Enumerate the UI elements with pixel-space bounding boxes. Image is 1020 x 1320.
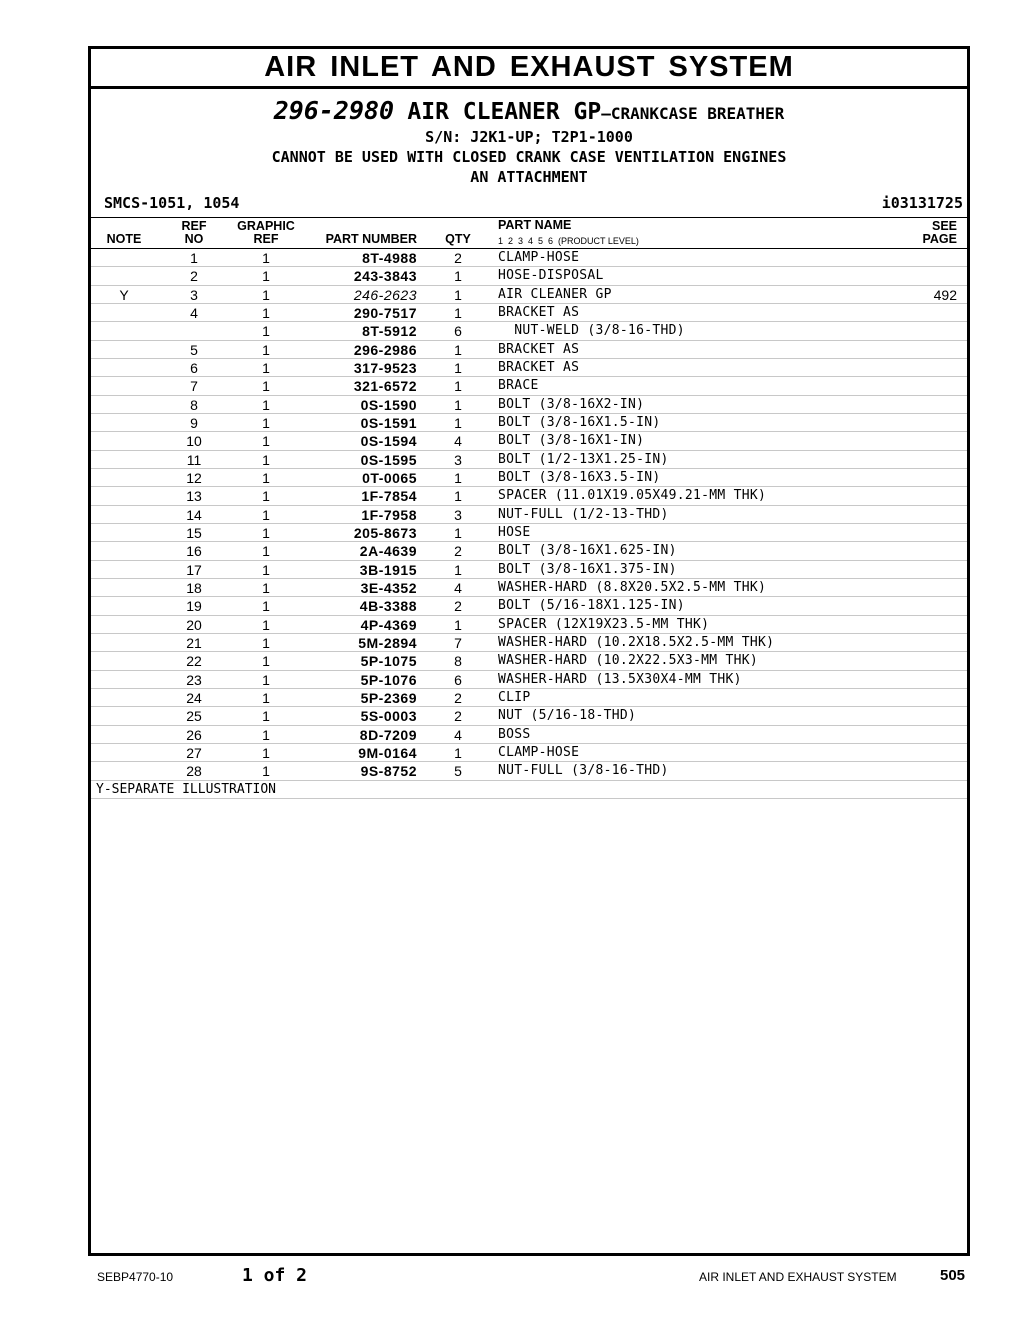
qty-cell: 1 — [454, 341, 462, 358]
part-name-cell: WASHER-HARD (10.2X22.5X3-MM THK) — [498, 653, 759, 669]
qty-cell: 2 — [454, 598, 462, 615]
ref-no-cell: 13 — [186, 488, 202, 505]
group-number: 296-2980 — [273, 96, 395, 125]
part-number-cell: 0S-1590 — [360, 396, 417, 413]
ref-no-cell: 6 — [190, 359, 198, 376]
part-name-cell: HOSE-DISPOSAL — [498, 268, 604, 284]
col-part-name: PART NAME — [498, 218, 572, 232]
graphic-ref-cell: 1 — [262, 451, 270, 468]
table-row — [91, 432, 967, 450]
part-number-cell: 1F-7958 — [361, 506, 417, 523]
col-note: NOTE — [106, 232, 142, 246]
part-name-cell: BOLT (3/8-16X1.5-IN) — [498, 414, 661, 430]
part-name-cell: BRACKET AS — [498, 359, 580, 375]
graphic-ref-cell: 1 — [262, 616, 270, 633]
part-number-cell: 3B-1915 — [359, 561, 417, 578]
part-number-cell: 8T-4988 — [362, 250, 417, 266]
qty-cell: 6 — [454, 671, 462, 688]
table-row — [91, 616, 967, 634]
group-title-line — [91, 98, 967, 127]
part-number-cell: 317-9523 — [353, 359, 417, 376]
page-of: 1 of 2 — [242, 1265, 308, 1286]
qty-cell: 1 — [454, 304, 462, 321]
part-name-cell: AIR CLEANER GP — [498, 286, 612, 302]
ref-no-cell: 21 — [186, 634, 202, 651]
title-bar — [91, 49, 967, 89]
col-product-levels: 1 2 3 4 5 6 (PRODUCT LEVEL) — [498, 236, 639, 246]
ref-no-cell: 22 — [186, 653, 202, 670]
part-name-cell: BRACE — [498, 378, 539, 394]
graphic-ref-cell: 1 — [262, 671, 270, 688]
qty-cell: 1 — [454, 744, 462, 761]
table-row — [91, 634, 967, 652]
ref-no-cell: 14 — [186, 506, 202, 523]
qty-cell: 1 — [454, 268, 462, 285]
ref-no-cell: 26 — [186, 726, 202, 743]
qty-cell: 4 — [454, 433, 462, 450]
see-page-cell: 492 — [933, 286, 957, 303]
table-row — [91, 744, 967, 762]
table-row — [91, 707, 967, 725]
table-row — [91, 414, 967, 432]
part-number-cell: 2A-4639 — [359, 543, 417, 560]
col-graphic-top: GRAPHIC — [237, 219, 295, 233]
graphic-ref-cell: 1 — [262, 744, 270, 761]
ref-no-cell: 3 — [190, 286, 198, 303]
col-see-bottom: PAGE — [922, 232, 957, 246]
table-row — [91, 396, 967, 414]
qty-cell: 1 — [454, 524, 462, 541]
group-name: AIR CLEANER GP — [407, 99, 602, 125]
graphic-ref-cell: 1 — [262, 286, 270, 303]
separate-illustration-note: Y-SEPARATE ILLUSTRATION — [91, 781, 967, 799]
table-row — [91, 671, 967, 689]
part-name-cell: WASHER-HARD (10.2X18.5X2.5-MM THK) — [498, 634, 775, 650]
table-row — [91, 579, 967, 597]
part-name-cell: HOSE — [498, 524, 531, 540]
part-number-cell: 290-7517 — [353, 304, 417, 321]
ref-no-cell: 11 — [186, 451, 202, 468]
graphic-ref-cell: 1 — [262, 634, 270, 651]
part-number-cell: 5S-0003 — [360, 708, 417, 725]
graphic-ref-cell: 1 — [262, 708, 270, 725]
footer-section-title: AIR INLET AND EXHAUST SYSTEM — [699, 1270, 897, 1284]
graphic-ref-cell: 1 — [262, 506, 270, 523]
col-qty: QTY — [445, 232, 471, 246]
table-row — [91, 304, 967, 322]
page-title: AIR INLET AND EXHAUST SYSTEM — [264, 51, 794, 83]
ref-no-cell: 5 — [190, 341, 198, 358]
part-name-cell: NUT-FULL (1/2-13-THD) — [498, 506, 669, 522]
ref-no-cell: 4 — [190, 304, 198, 321]
ref-no-cell: 24 — [186, 689, 202, 706]
ref-no-cell: 1 — [190, 250, 198, 266]
part-name-cell: BOLT (1/2-13X1.25-IN) — [498, 451, 669, 467]
ref-no-cell: 18 — [186, 579, 202, 596]
ref-no-cell: 17 — [186, 561, 202, 578]
graphic-ref-cell: 1 — [262, 433, 270, 450]
part-number-cell: 0S-1595 — [360, 451, 417, 468]
part-number-cell: 4B-3388 — [359, 598, 417, 615]
part-name-cell: CLIP — [498, 689, 531, 705]
table-row — [91, 249, 967, 267]
usage-note: CANNOT BE USED WITH CLOSED CRANK CASE VENTILATION ENGINES — [271, 148, 787, 166]
page-number: 505 — [940, 1267, 966, 1284]
ref-no-cell: 2 — [190, 268, 198, 285]
ref-no-cell: 28 — [186, 763, 202, 780]
illustration-id: i03131725 — [881, 194, 963, 212]
part-name-cell: BOLT (3/8-16X1-IN) — [498, 433, 645, 449]
qty-cell: 1 — [454, 359, 462, 376]
table-row — [91, 286, 967, 304]
part-number-cell: 8T-5912 — [362, 323, 417, 340]
smcs-row — [91, 193, 967, 213]
ref-no-cell: 20 — [186, 616, 202, 633]
col-see-top: SEE — [931, 219, 957, 233]
page-frame — [88, 46, 970, 1256]
col-ref-bottom: NO — [184, 232, 204, 246]
qty-cell: 1 — [454, 414, 462, 431]
graphic-ref-cell: 1 — [262, 653, 270, 670]
graphic-ref-cell: 1 — [262, 689, 270, 706]
qty-cell: 2 — [454, 689, 462, 706]
graphic-ref-cell: 1 — [262, 378, 270, 395]
table-row — [91, 689, 967, 707]
part-number-cell: 321-6572 — [353, 378, 417, 395]
qty-cell: 1 — [454, 469, 462, 486]
ref-no-cell: 19 — [186, 598, 202, 615]
part-name-cell: BRACKET AS — [498, 304, 580, 320]
attachment-note: AN ATTACHMENT — [470, 168, 588, 186]
table-row — [91, 762, 967, 780]
table-header — [91, 217, 967, 249]
part-name-cell: BOLT (3/8-16X1.625-IN) — [498, 543, 677, 559]
qty-cell: 2 — [454, 543, 462, 560]
ref-no-cell: 23 — [186, 671, 202, 688]
part-number-cell: 3E-4352 — [360, 579, 417, 596]
qty-cell: 6 — [454, 323, 462, 340]
group-suffix: –CRANKCASE BREATHER — [601, 104, 785, 123]
table-row — [91, 726, 967, 744]
qty-cell: 1 — [454, 488, 462, 505]
group-header — [91, 98, 967, 187]
part-number-cell: 243-3843 — [353, 268, 417, 285]
ref-no-cell: 10 — [186, 433, 202, 450]
table-row — [91, 341, 967, 359]
part-number-cell: 9S-8752 — [360, 763, 417, 780]
ref-no-cell: 12 — [186, 469, 202, 486]
table-row — [91, 451, 967, 469]
part-name-cell: NUT-WELD (3/8-16-THD) — [498, 323, 685, 339]
ref-no-cell: 25 — [186, 708, 202, 725]
table-row — [91, 322, 967, 340]
graphic-ref-cell: 1 — [262, 414, 270, 431]
graphic-ref-cell: 1 — [262, 268, 270, 285]
qty-cell: 4 — [454, 726, 462, 743]
graphic-ref-cell: 1 — [262, 469, 270, 486]
part-name-cell: BOLT (3/8-16X2-IN) — [498, 396, 645, 412]
table-row — [91, 524, 967, 542]
col-ref-top: REF — [181, 219, 207, 233]
part-name-cell: BRACKET AS — [498, 341, 580, 357]
qty-cell: 5 — [454, 763, 462, 780]
graphic-ref-cell: 1 — [262, 323, 270, 340]
graphic-ref-cell: 1 — [262, 250, 270, 266]
part-number-cell: 0S-1594 — [360, 433, 417, 450]
part-number-cell: 0S-1591 — [360, 414, 417, 431]
part-number-cell: 0T-0065 — [362, 469, 417, 486]
col-graphic-bottom: REF — [253, 232, 279, 246]
ref-no-cell: 16 — [186, 543, 202, 560]
graphic-ref-cell: 1 — [262, 579, 270, 596]
note-cell: Y — [119, 286, 129, 303]
col-part-number: PART NUMBER — [325, 232, 417, 246]
part-number-cell: 5M-2894 — [358, 634, 417, 651]
table-row — [91, 377, 967, 395]
smcs-codes: SMCS-1051, 1054 — [104, 194, 240, 212]
graphic-ref-cell: 1 — [262, 488, 270, 505]
part-name-cell: BOSS — [498, 726, 531, 742]
part-number-cell: 5P-2369 — [360, 689, 417, 706]
ref-no-cell: 7 — [190, 378, 198, 395]
table-row — [91, 267, 967, 285]
qty-cell: 7 — [454, 634, 462, 651]
part-number-cell: 5P-1075 — [360, 653, 417, 670]
part-name-cell: WASHER-HARD (8.8X20.5X2.5-MM THK) — [498, 579, 767, 595]
table-row — [91, 487, 967, 505]
part-number-cell: 4P-4369 — [360, 616, 417, 633]
qty-cell: 1 — [454, 561, 462, 578]
graphic-ref-cell: 1 — [262, 396, 270, 413]
qty-cell: 4 — [454, 579, 462, 596]
part-name-cell: CLAMP-HOSE — [498, 744, 580, 760]
part-number-cell: 205-8673 — [353, 524, 417, 541]
part-name-cell: NUT (5/16-18-THD) — [498, 708, 637, 724]
qty-cell: 8 — [454, 653, 462, 670]
part-name-cell: BOLT (3/8-16X3.5-IN) — [498, 469, 661, 485]
part-name-cell: WASHER-HARD (13.5X30X4-MM THK) — [498, 671, 742, 687]
document-id: SEBP4770-10 — [97, 1270, 174, 1284]
part-name-cell: BOLT (5/16-18X1.125-IN) — [498, 598, 685, 614]
part-number-cell: 8D-7209 — [359, 726, 417, 743]
parts-table-body — [91, 249, 967, 781]
ref-no-cell: 9 — [190, 414, 198, 431]
table-row — [91, 652, 967, 670]
part-name-cell: SPACER (11.01X19.05X49.21-MM THK) — [498, 488, 767, 504]
table-row — [91, 542, 967, 560]
qty-cell: 1 — [454, 396, 462, 413]
part-name-cell: CLAMP-HOSE — [498, 250, 580, 265]
part-name-cell: NUT-FULL (3/8-16-THD) — [498, 763, 669, 779]
table-row — [91, 359, 967, 377]
part-name-cell: BOLT (3/8-16X1.375-IN) — [498, 561, 677, 577]
graphic-ref-cell: 1 — [262, 561, 270, 578]
part-number-cell: 246-2623 — [353, 286, 417, 303]
qty-cell: 3 — [454, 451, 462, 468]
graphic-ref-cell: 1 — [262, 598, 270, 615]
graphic-ref-cell: 1 — [262, 341, 270, 358]
qty-cell: 1 — [454, 378, 462, 395]
graphic-ref-cell: 1 — [262, 524, 270, 541]
graphic-ref-cell: 1 — [262, 359, 270, 376]
qty-cell: 1 — [454, 616, 462, 633]
graphic-ref-cell: 1 — [262, 763, 270, 780]
part-name-cell: SPACER (12X19X23.5-MM THK) — [498, 616, 710, 632]
qty-cell: 1 — [454, 286, 462, 303]
graphic-ref-cell: 1 — [262, 304, 270, 321]
graphic-ref-cell: 1 — [262, 543, 270, 560]
qty-cell: 2 — [454, 708, 462, 725]
table-row — [91, 469, 967, 487]
ref-no-cell: 15 — [186, 524, 202, 541]
part-number-cell: 1F-7854 — [361, 488, 417, 505]
graphic-ref-cell: 1 — [262, 726, 270, 743]
part-number-cell: 296-2986 — [353, 341, 417, 358]
ref-no-cell: 8 — [190, 396, 198, 413]
serial-number: S/N: J2K1-UP; T2P1-1000 — [425, 128, 633, 146]
table-row — [91, 506, 967, 524]
qty-cell: 2 — [454, 250, 462, 266]
page-footer — [0, 1265, 1020, 1287]
qty-cell: 3 — [454, 506, 462, 523]
ref-no-cell: 27 — [186, 744, 202, 761]
table-row — [91, 561, 967, 579]
part-number-cell: 9M-0164 — [358, 744, 417, 761]
table-row — [91, 597, 967, 615]
part-number-cell: 5P-1076 — [360, 671, 417, 688]
